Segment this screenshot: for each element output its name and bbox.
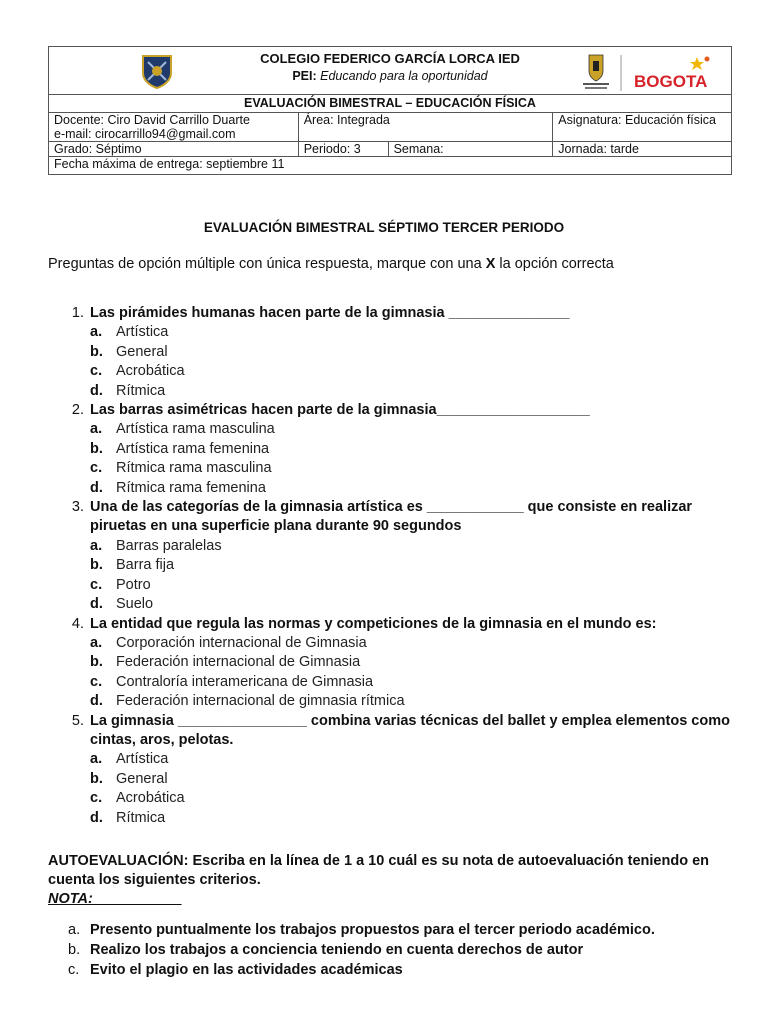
header-title: EVALUACIÓN BIMESTRAL – EDUCACIÓN FÍSICA (49, 95, 732, 113)
criterion-letter: b. (68, 942, 81, 958)
option-letter: a. (90, 324, 103, 341)
option-3d[interactable] (90, 595, 748, 614)
option-text: Acrobática (116, 363, 185, 380)
periodo-cell: Periodo: 3 (298, 142, 388, 157)
option-2b[interactable] (90, 440, 748, 459)
option-text: Potro (116, 576, 151, 593)
bogota-logos-icon (569, 51, 719, 93)
option-letter: d. (90, 382, 103, 399)
option-letter: c. (90, 790, 103, 807)
option-text: Rítmica rama masculina (116, 460, 272, 477)
autoevaluacion-section (48, 852, 738, 909)
option-letter: d. (90, 596, 103, 613)
option-letter: a. (90, 751, 103, 768)
question-text: La entidad que regula las normas y competiciones de la gimnasia en el mundo es: (90, 615, 657, 632)
autoevaluacion-text: AUTOEVALUACIÓN: Escriba en la línea de 1 a 10 cuál es su nota de autoevaluación teniendo en cuenta los siguientes criterios. (48, 853, 710, 888)
option-text: Rítmica rama femenina (116, 479, 266, 496)
exam-title: EVALUACIÓN BIMESTRAL SÉPTIMO TERCER PERIODO (203, 220, 565, 235)
jornada-cell: Jornada: tarde (553, 142, 732, 157)
option-letter: a. (90, 634, 103, 651)
question-number: 5. (71, 712, 84, 729)
option-letter: c. (90, 576, 103, 593)
criterion-letter: a. (68, 922, 81, 938)
option-text: Acrobática (116, 790, 185, 807)
option-letter: d. (90, 693, 103, 710)
option-2a[interactable] (90, 420, 748, 439)
email-text: e-mail: cirocarrillo94@gmail.com (54, 127, 236, 141)
option-text: Artística (116, 751, 169, 768)
fecha-cell: Fecha máxima de entrega: septiembre 11 (49, 157, 732, 175)
criterion-text: Presento puntualmente los trabajos propuestos para el tercer periodo académico. (90, 922, 655, 938)
option-5d[interactable] (90, 809, 748, 828)
asignatura-cell: Asignatura: Educación física (553, 113, 732, 142)
option-text: Suelo (116, 596, 154, 613)
option-letter: b. (90, 770, 103, 787)
question-1 (48, 304, 748, 323)
option-text: Corporación internacional de Gimnasia (116, 634, 367, 651)
docente-text: Docente: Ciro David Carrillo Duarte (54, 113, 250, 127)
option-3b[interactable] (90, 556, 748, 575)
option-5b[interactable] (90, 770, 748, 789)
option-letter: b. (90, 654, 103, 671)
option-2d[interactable] (90, 479, 748, 498)
option-letter: b. (90, 343, 103, 360)
question-text: Una de las categorías de la gimnasia artística es ____________ que consiste en realizar piruetas en una superficie plana durante 90 segundos (90, 499, 693, 535)
option-letter: d. (90, 479, 103, 496)
option-text: Barra fija (116, 557, 175, 574)
option-4c[interactable] (90, 673, 748, 692)
option-text: General (116, 343, 168, 360)
criterion-c (68, 960, 748, 980)
header-table (48, 46, 732, 175)
option-letter: c. (90, 363, 103, 380)
option-letter: b. (90, 557, 103, 574)
bogota-logo-text: BOGOTA (634, 72, 708, 91)
option-text: Federación internacional de Gimnasia (116, 654, 361, 671)
option-4b[interactable] (90, 653, 748, 672)
question-list (48, 304, 748, 828)
option-text: Artística rama femenina (116, 440, 270, 457)
option-text: General (116, 770, 168, 787)
question-number: 4. (71, 615, 84, 632)
option-letter: d. (90, 809, 103, 826)
option-4d[interactable] (90, 692, 748, 711)
school-name: COLEGIO FEDERICO GARCÍA LORCA IED (260, 51, 520, 66)
option-5a[interactable] (90, 750, 748, 769)
semana-cell: Semana: (388, 142, 553, 157)
question-2 (48, 401, 748, 420)
option-5c[interactable] (90, 789, 748, 808)
criterion-text: Realizo los trabajos a conciencia teniendo en cuenta derechos de autor (90, 942, 584, 958)
option-letter: a. (90, 537, 103, 554)
option-3c[interactable] (90, 576, 748, 595)
question-text: Las barras asimétricas hacen parte de la gimnasia___________________ (90, 402, 590, 419)
option-text: Artística rama masculina (116, 421, 275, 438)
question-number: 1. (71, 305, 84, 321)
nota-field[interactable]: NOTA:___________ (48, 891, 182, 907)
criterion-b (68, 940, 748, 960)
criteria-list (48, 920, 748, 980)
option-letter: c. (90, 673, 103, 690)
option-letter: b. (90, 440, 103, 457)
question-5 (48, 712, 748, 751)
area-cell: Área: Integrada (298, 113, 553, 142)
option-1c[interactable] (90, 362, 748, 381)
question-3 (48, 498, 748, 537)
grado-cell: Grado: Séptimo (49, 142, 299, 157)
docente-cell (49, 113, 299, 142)
option-letter: c. (90, 460, 103, 477)
option-text: Barras paralelas (116, 537, 222, 554)
question-4 (48, 615, 748, 634)
option-text: Artística (116, 324, 169, 341)
criterion-text: Evito el plagio en las actividades académicas (90, 962, 403, 978)
option-1d[interactable] (90, 382, 748, 401)
pei-label: PEI: (292, 69, 317, 83)
question-number: 3. (71, 499, 84, 516)
criterion-letter: c. (68, 962, 80, 978)
option-1a[interactable] (90, 323, 748, 342)
instructions (48, 256, 614, 272)
pei-text: Educando para la oportunidad (320, 69, 488, 83)
instructions-mark: X (485, 256, 496, 272)
question-text: La gimnasia ________________ combina varias técnicas del ballet y emplea elementos como cintas, aros, pelotas. (90, 712, 730, 748)
instructions-before: Preguntas de opción múltiple con única respuesta, marque con una (48, 256, 486, 272)
option-text: Federación internacional de gimnasia rítmica (116, 693, 405, 710)
option-letter: a. (90, 421, 103, 438)
question-text: Las pirámides humanas hacen parte de la gimnasia _______________ (90, 305, 570, 321)
option-4a[interactable] (90, 634, 748, 653)
option-text: Contraloría interamericana de Gimnasia (116, 673, 374, 690)
option-text: Rítmica (116, 382, 166, 399)
option-1b[interactable] (90, 343, 748, 362)
option-2c[interactable] (90, 459, 748, 478)
option-text: Rítmica (116, 809, 166, 826)
option-3a[interactable] (90, 537, 748, 556)
school-header-cell (49, 47, 732, 95)
question-number: 2. (71, 402, 84, 419)
criterion-a (68, 920, 748, 940)
instructions-after: la opción correcta (495, 256, 614, 272)
